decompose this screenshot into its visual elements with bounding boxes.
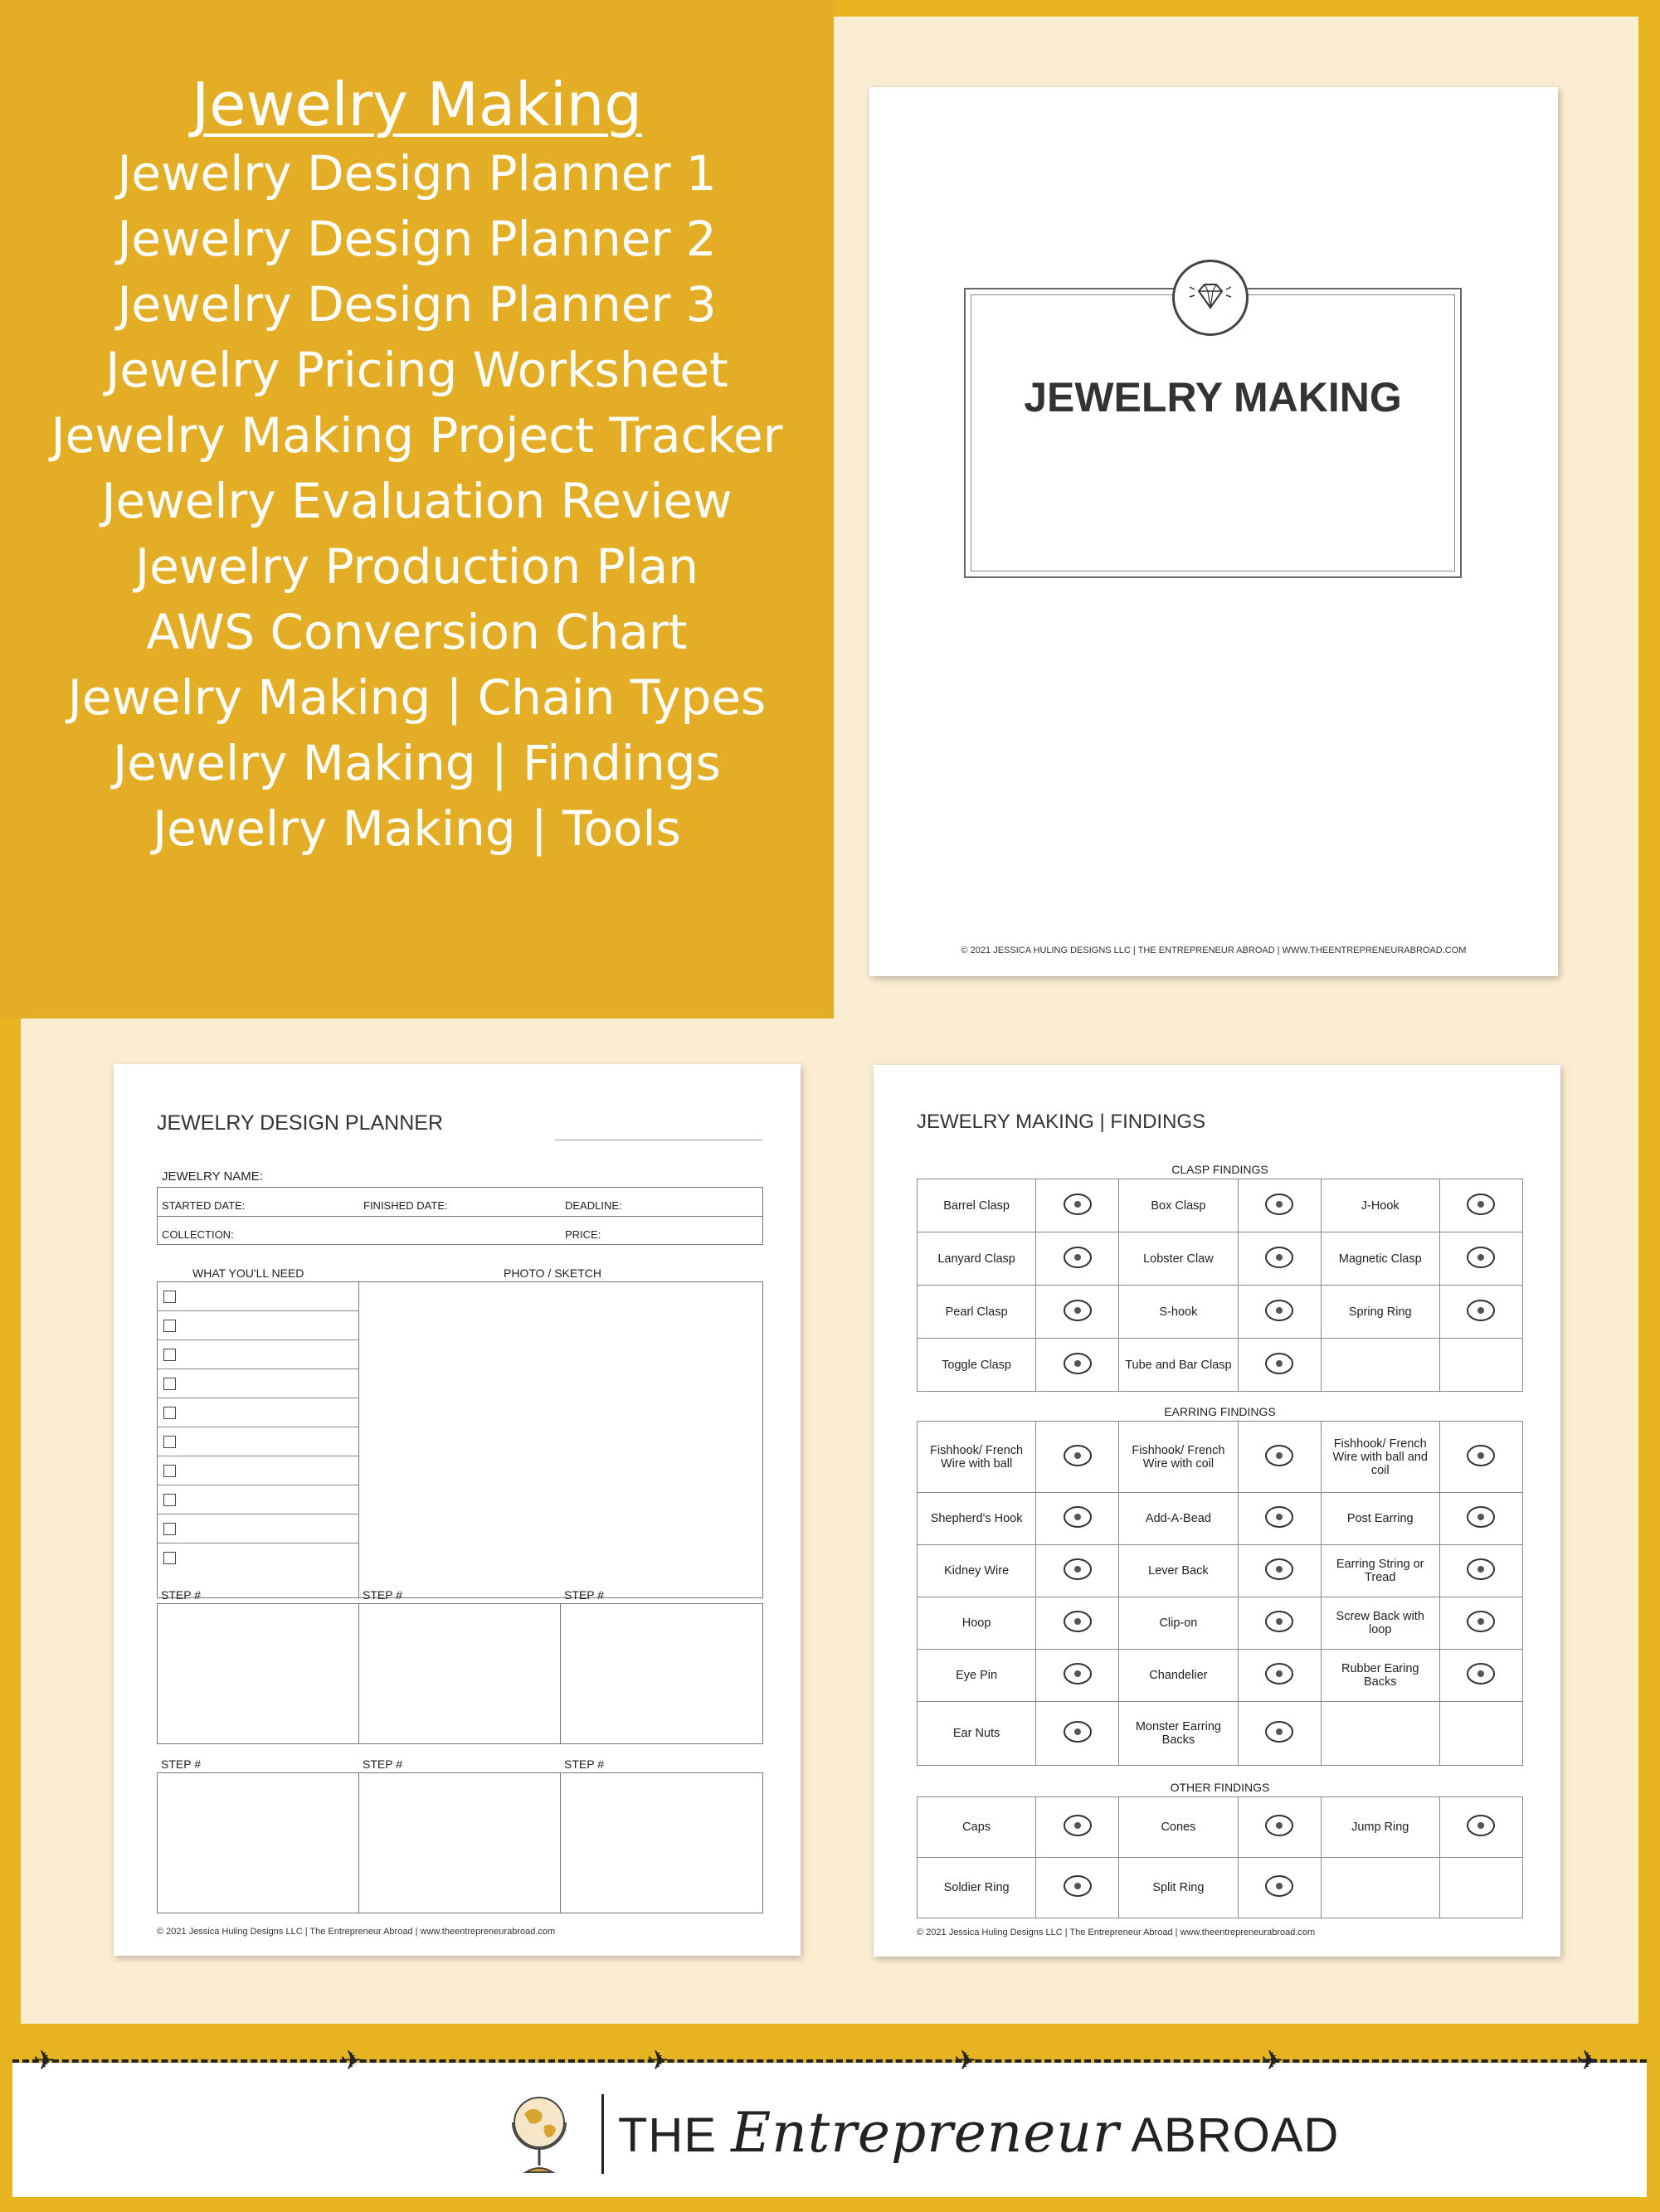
finding-label: Rubber Earing Backs (1321, 1650, 1439, 1702)
finding-label: Eye Pin (918, 1650, 1036, 1702)
finding-label: Split Ring (1119, 1858, 1238, 1918)
checklist-row[interactable] (158, 1427, 359, 1456)
finding-illustration-icon (1238, 1597, 1321, 1650)
finding-label (1321, 1858, 1439, 1918)
finding-label: Post Earring (1321, 1493, 1439, 1545)
finding-illustration-icon (1439, 1597, 1522, 1650)
planner-title: JEWELRY DESIGN PLANNER (157, 1111, 444, 1135)
checkbox[interactable] (163, 1523, 176, 1535)
finding-illustration-icon (1036, 1339, 1119, 1392)
title-item: AWS Conversion Chart (146, 604, 688, 660)
needs-sketch-box (157, 1281, 763, 1598)
finding-illustration-icon (1036, 1286, 1119, 1339)
title-item: Jewelry Pricing Worksheet (105, 342, 728, 398)
airplane-icon: ✈ (33, 2045, 56, 2075)
finding-label: Fishhook/ French Wire with ball and coil (1321, 1422, 1439, 1493)
findings-row (918, 1286, 1523, 1339)
findings-title: JEWELRY MAKING | FINDINGS (917, 1111, 1206, 1133)
design-planner-page (114, 1064, 801, 1956)
empty-cell (1439, 1858, 1522, 1918)
finding-illustration-icon (1036, 1232, 1119, 1286)
earring-findings-title: EARRING FINDINGS (1164, 1405, 1276, 1418)
finding-illustration-icon (1036, 1858, 1119, 1918)
brand-divider (601, 2094, 604, 2174)
airplane-icon: ✈ (647, 2045, 669, 2075)
finding-illustration-icon (1238, 1702, 1321, 1766)
checkbox[interactable] (163, 1378, 176, 1390)
finding-illustration-icon (1238, 1493, 1321, 1545)
finished-date-label: FINISHED DATE: (363, 1199, 448, 1212)
clasp-findings-table (917, 1179, 1523, 1392)
airplane-icon: ✈ (1261, 2045, 1283, 2075)
airplane-icon: ✈ (954, 2045, 976, 2075)
finding-illustration-icon (1238, 1179, 1321, 1232)
title-item: Jewelry Production Plan (134, 538, 699, 595)
checkbox[interactable] (163, 1407, 176, 1419)
empty-cell (1439, 1702, 1522, 1766)
finding-label: Fishhook/ French Wire with coil (1119, 1422, 1238, 1493)
findings-row (918, 1597, 1523, 1650)
brand-the: THE (618, 2108, 717, 2162)
finding-illustration-icon (1439, 1797, 1522, 1858)
finding-illustration-icon (1439, 1545, 1522, 1597)
finding-label: Caps (918, 1797, 1036, 1858)
checklist-row[interactable] (158, 1282, 359, 1311)
finding-label: Add-A-Bead (1119, 1493, 1238, 1545)
finding-illustration-icon (1238, 1422, 1321, 1493)
finding-illustration-icon (1238, 1858, 1321, 1918)
other-findings-table (917, 1796, 1523, 1918)
finding-illustration-icon (1439, 1232, 1522, 1286)
dashed-flight-path (12, 2059, 1647, 2063)
finding-label: Ear Nuts (918, 1702, 1036, 1766)
checkbox[interactable] (163, 1494, 176, 1506)
needs-list (158, 1282, 359, 1597)
checkbox[interactable] (163, 1552, 176, 1564)
step-label: STEP # (363, 1588, 402, 1602)
cover-title: JEWELRY MAKING (1024, 374, 1402, 421)
checklist-row[interactable] (158, 1514, 359, 1544)
planner-info-grid (157, 1187, 763, 1245)
finding-label: Lever Back (1119, 1545, 1238, 1597)
airplane-icon: ✈ (340, 2045, 363, 2075)
title-list (0, 68, 834, 862)
findings-row (918, 1339, 1523, 1392)
finding-label: Box Clasp (1119, 1179, 1238, 1232)
finding-illustration-icon (1238, 1339, 1321, 1392)
airplane-icon: ✈ (1576, 2045, 1599, 2075)
title-item: Jewelry Making | Chain Types (67, 669, 767, 726)
what-you-need-heading: WHAT YOU'LL NEED (192, 1266, 304, 1280)
steps-row-1 (157, 1603, 763, 1744)
findings-footer: © 2021 Jessica Huling Designs LLC | The Entrepreneur Abroad | www.theentrepreneurabroad.com (917, 1928, 1316, 1937)
photo-sketch-heading: PHOTO / SKETCH (504, 1266, 601, 1280)
checkbox[interactable] (163, 1291, 176, 1303)
checkbox[interactable] (163, 1465, 176, 1477)
jewelry-name-label: JEWELRY NAME: (162, 1169, 263, 1184)
diamond-icon (1172, 260, 1249, 336)
finding-label: Toggle Clasp (918, 1339, 1036, 1392)
findings-row (918, 1179, 1523, 1232)
checklist-row[interactable] (158, 1311, 359, 1340)
title-item: Jewelry Making | Tools (153, 800, 681, 857)
empty-cell (1439, 1339, 1522, 1392)
finding-illustration-icon (1439, 1179, 1522, 1232)
finding-label: Screw Back with loop (1321, 1597, 1439, 1650)
checklist-row[interactable] (158, 1544, 359, 1573)
step-label: STEP # (564, 1757, 604, 1771)
finding-label: Chandelier (1119, 1650, 1238, 1702)
finding-illustration-icon (1238, 1232, 1321, 1286)
checklist-row[interactable] (158, 1369, 359, 1398)
checkbox[interactable] (163, 1349, 176, 1361)
finding-illustration-icon (1238, 1797, 1321, 1858)
step-label: STEP # (564, 1588, 604, 1602)
checkbox[interactable] (163, 1320, 176, 1332)
planner-footer: © 2021 Jessica Huling Designs LLC | The Entrepreneur Abroad | www.theentrepreneurabroad.com (157, 1927, 556, 1937)
finding-illustration-icon (1036, 1179, 1119, 1232)
cover-page (869, 87, 1558, 976)
finding-illustration-icon (1439, 1493, 1522, 1545)
finding-illustration-icon (1036, 1797, 1119, 1858)
finding-label: Barrel Clasp (918, 1179, 1036, 1232)
finding-illustration-icon (1238, 1545, 1321, 1597)
finding-illustration-icon (1238, 1286, 1321, 1339)
finding-illustration-icon (1036, 1545, 1119, 1597)
finding-label: Kidney Wire (918, 1545, 1036, 1597)
steps-row-2 (157, 1772, 763, 1913)
finding-label: Earring String or Tread (1321, 1545, 1439, 1597)
finding-label: Soldier Ring (918, 1858, 1036, 1918)
clasp-findings-title: CLASP FINDINGS (1171, 1163, 1268, 1176)
findings-row (918, 1232, 1523, 1286)
title-item: Jewelry Making | Findings (113, 735, 721, 791)
finding-label: Clip-on (1119, 1597, 1238, 1650)
finding-illustration-icon (1036, 1597, 1119, 1650)
finding-label: Jump Ring (1321, 1797, 1439, 1858)
findings-row (918, 1422, 1523, 1493)
globe-icon (506, 2089, 572, 2180)
step-label: STEP # (161, 1757, 201, 1771)
finding-illustration-icon (1036, 1493, 1119, 1545)
findings-row (918, 1797, 1523, 1858)
finding-label: Pearl Clasp (918, 1286, 1036, 1339)
findings-row (918, 1858, 1523, 1918)
title-item: Jewelry Design Planner 1 (117, 145, 717, 202)
checklist-row[interactable] (158, 1456, 359, 1485)
finding-label: Shepherd's Hook (918, 1493, 1036, 1545)
finding-label: Monster Earring Backs (1119, 1702, 1238, 1766)
finding-label: J-Hook (1321, 1179, 1439, 1232)
other-findings-title: OTHER FINDINGS (1170, 1781, 1270, 1794)
brand-logo (618, 2101, 1339, 2165)
finding-label (1321, 1339, 1439, 1392)
finding-label: Magnetic Clasp (1321, 1232, 1439, 1286)
brand-abroad: ABROAD (1131, 2108, 1340, 2162)
checklist-row[interactable] (158, 1398, 359, 1427)
cover-footer: © 2021 JESSICA HULING DESIGNS LLC | THE ENTREPRENEUR ABROAD | WWW.THEENTREPRENEURABROAD.COM (961, 946, 1467, 955)
title-heading: Jewelry Making (191, 70, 643, 139)
finding-illustration-icon (1439, 1286, 1522, 1339)
title-item: Jewelry Design Planner 3 (117, 276, 717, 333)
checklist-row[interactable] (158, 1485, 359, 1514)
collection-label: COLLECTION: (162, 1228, 234, 1241)
findings-row (918, 1650, 1523, 1702)
step-label: STEP # (161, 1588, 201, 1602)
finding-label: Hoop (918, 1597, 1036, 1650)
checkbox[interactable] (163, 1436, 176, 1448)
findings-row (918, 1545, 1523, 1597)
finding-label: Cones (1119, 1797, 1238, 1858)
earring-findings-table (917, 1421, 1523, 1766)
finding-label: Lanyard Clasp (918, 1232, 1036, 1286)
findings-row (918, 1493, 1523, 1545)
finding-label: Fishhook/ French Wire with ball (918, 1422, 1036, 1493)
finding-illustration-icon (1036, 1702, 1119, 1766)
finding-label: Spring Ring (1321, 1286, 1439, 1339)
finding-label: S-hook (1119, 1286, 1238, 1339)
findings-row (918, 1702, 1523, 1766)
step-label: STEP # (363, 1757, 402, 1771)
title-item: Jewelry Making Project Tracker (51, 407, 783, 464)
finding-illustration-icon (1439, 1422, 1522, 1493)
started-date-label: STARTED DATE: (162, 1199, 246, 1212)
price-label: PRICE: (565, 1228, 601, 1241)
finding-label: Tube and Bar Clasp (1119, 1339, 1238, 1392)
finding-label: Lobster Claw (1119, 1232, 1238, 1286)
findings-page (874, 1065, 1560, 1957)
title-item: Jewelry Design Planner 2 (117, 211, 717, 267)
finding-illustration-icon (1036, 1650, 1119, 1702)
finding-illustration-icon (1238, 1650, 1321, 1702)
finding-illustration-icon (1439, 1650, 1522, 1702)
checklist-row[interactable] (158, 1340, 359, 1369)
title-item: Jewelry Evaluation Review (101, 473, 733, 529)
finding-label (1321, 1702, 1439, 1766)
deadline-label: DEADLINE: (565, 1199, 622, 1212)
brand-entrepreneur: Entrepreneur (731, 2101, 1120, 2165)
finding-illustration-icon (1036, 1422, 1119, 1493)
